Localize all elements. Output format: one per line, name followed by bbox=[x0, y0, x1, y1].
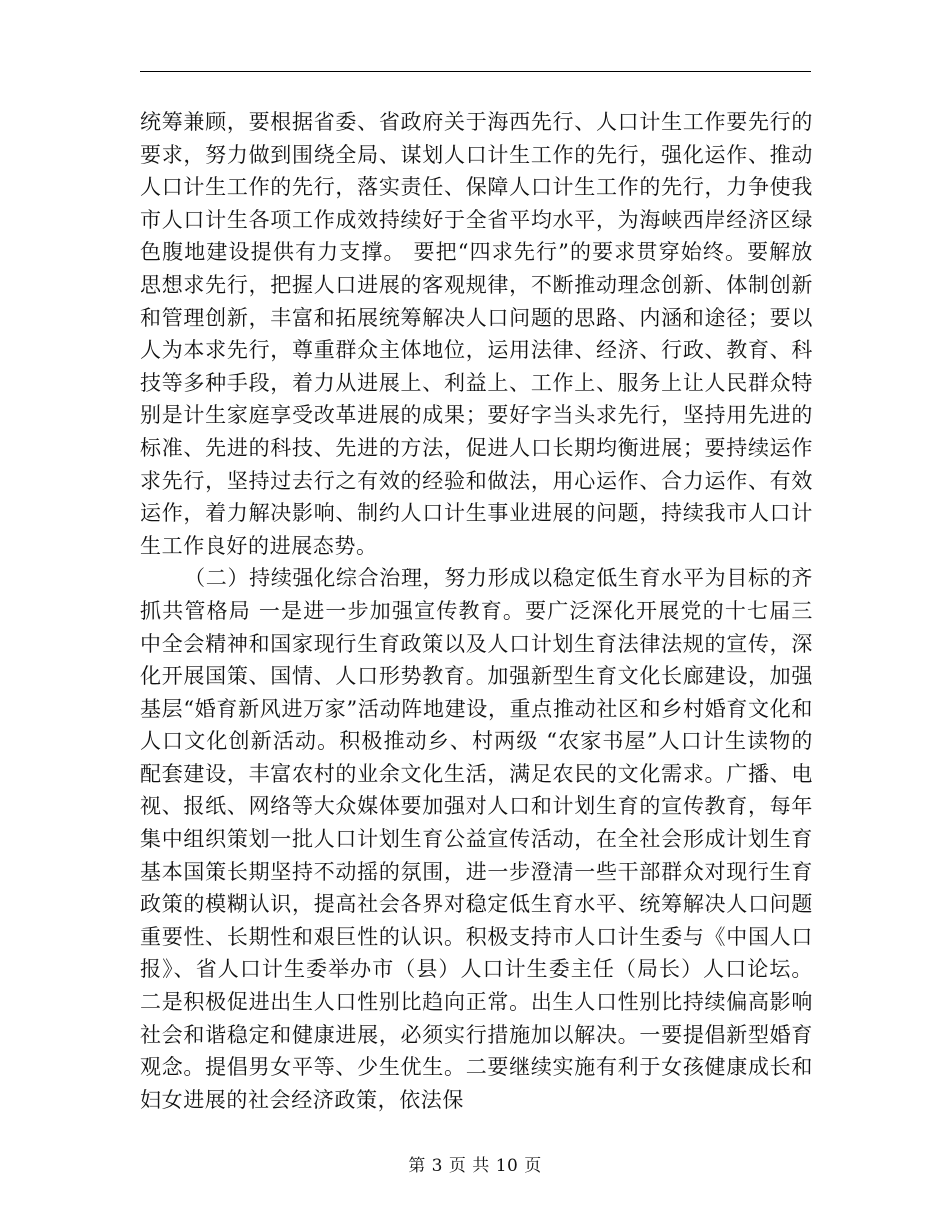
page-number: 第 3 页 共 10 页 bbox=[408, 1156, 542, 1176]
document-body bbox=[140, 106, 821, 1116]
paragraph-1: 统筹兼顾，要根据省委、省政府关于海西先行、人口计生工作要先行的要求，努力做到围绕全局、谋划人口计生工作的先行，强化运作、推动人口计生工作的先行，落实责任、保障人口计生工作的先行，力争使我市人口计生各项工作成效持续好于全省平均水平，为海峡西岸经济区绿色腹地建设提供有力支撑。 要把“四求先行”的要求贯穿始终。要解放思想求先行，把握人口进展的客观规律，不断推动理念创新、体制创新和管理创新，丰富和拓展统筹解决人口问题的思路、内涵和途径；要以人为本求先行，尊重群众主体地位，运用法律、经济、行政、教育、科技等多种手段，着力从进展上、利益上、工作上、服务上让人民群众特别是计生家庭享受改革进展的成果；要好字当头求先行，坚持用先进的标准、先进的科技、先进的方法，促进人口长期均衡进展；要持续运作求先行，坚持过去行之有效的经验和做法，用心运作、合力运作、有效运作，着力解决影响、制约人口计生事业进展的问题，持续我市人口计生工作良好的进展态势。 bbox=[140, 110, 813, 558]
paragraph-2: （二）持续强化综合治理，努力形成以稳定低生育水平为目标的齐抓共管格局 一是进一步加强宣传教育。要广泛深化开展党的十七届三中全会精神和国家现行生育政策以及人口计划生育法律法规的宣传，深化开展国策、国情、人口形势教育。加强新型生育文化长廊建设，加强基层“婚育新风进万家”活动阵地建设，重点推动社区和乡村婚育文化和人口文化创新活动。积极推动乡、村两级 “农家书屋”人口计生读物的配套建设，丰富农村的业余文化生活，满足农民的文化需求。广播、电视、报纸、网络等大众媒体要加强对人口和计划生育的宣传教育，每年集中组织策划一批人口计划生育公益宣传活动，在全社会形成计划生育基本国策长期坚持不动摇的氛围，进一步澄清一些干部群众对现行生育政策的模糊认识，提高社会各界对稳定低生育水平、统筹解决人口问题重要性、长期性和艰巨性的认识。积极支持市人口计生委与《中国人口报》、省人口计生委举办市（县）人口计生委主任（局长）人口论坛。 二是积极促进出生人口性别比趋向正常。出生人口性别比持续偏高影响社会和谐稳定和健康进展，必须实行措施加以解决。一要提倡新型婚育观念。提倡男女平等、少生优生。二要继续实施有利于女孩健康成长和妇女进展的社会经济政策，依法保 bbox=[140, 566, 821, 1112]
header-rule bbox=[140, 71, 811, 72]
